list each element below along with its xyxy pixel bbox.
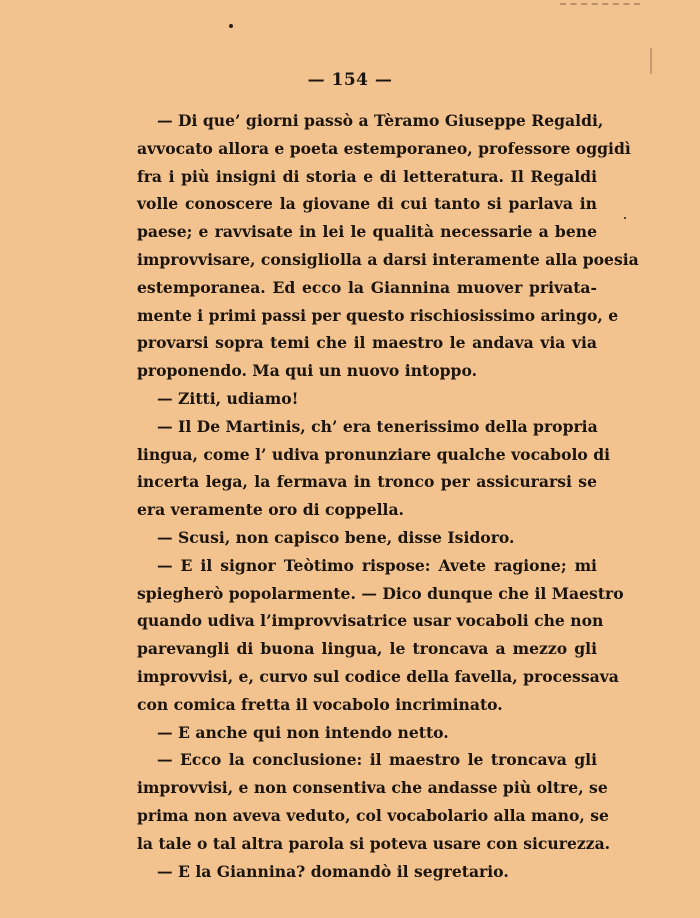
ink-speck (229, 24, 233, 28)
text-line: avvocato allora e poeta estemporaneo, professore oggidì (137, 138, 631, 158)
text-line: improvvisi, e non consentiva che andasse più oltre, se (137, 778, 608, 798)
text-line: — E il signor Teòtimo rispose: Avete ragione; mi (157, 555, 597, 575)
top-edge-mark (560, 3, 640, 5)
text-line: volle conoscere la giovane di cui tanto si parlava in (137, 194, 597, 214)
text-line: — Scusi, non capisco bene, disse Isidoro. (157, 527, 515, 547)
text-line: estemporanea. Ed ecco la Giannina muover privata- (137, 277, 597, 297)
text-line: fra i più insigni di storia e di letteratura. Il Regaldi (137, 166, 597, 186)
text-line: mente i primi passi per questo rischiosissimo aringo, e (137, 305, 619, 325)
text-line: parevangli di buona lingua, le troncava a mezzo gli (137, 639, 597, 659)
text-line: lingua, come l’ udiva pronunziare qualche vocabolo di (137, 444, 611, 464)
text-line: proponendo. Ma qui un nuovo intoppo. (137, 361, 477, 381)
body-text (137, 107, 639, 885)
text-line: — Il De Martinis, ch’ era tenerissimo della propria (157, 416, 598, 436)
text-line: con comica fretta il vocabolo incriminato. (137, 694, 503, 714)
text-line: — Ecco la conclusione: il maestro le troncava gli (157, 750, 597, 770)
ink-speck (624, 217, 626, 219)
text-line: era veramente oro di coppella. (137, 500, 404, 520)
text-line: la tale o tal altra parola si poteva usare con sicurezza. (137, 833, 611, 853)
text-line: — Zitti, udiamo! (157, 388, 299, 408)
text-line: quando udiva l’improvvisatrice usar vocaboli che non (137, 611, 604, 631)
text-line: provarsi sopra temi che il maestro le andava via via (137, 333, 597, 353)
text-line: prima non aveva veduto, col vocabolario alla mano, se (137, 805, 609, 825)
text-line: improvvisare, consigliolla a darsi interamente alla poesia (137, 249, 639, 269)
text-line: — Di que’ giorni passò a Tèramo Giuseppe Regaldi, (157, 111, 604, 130)
text-line: — E la Giannina? domandò il segretario. (157, 861, 509, 881)
text-line: spiegherò popolarmente. — Dico dunque che il Maestro (137, 583, 624, 603)
text-line: improvvisi, e, curvo sul codice della favella, processava (137, 666, 619, 686)
page-number: — 154 — (307, 70, 393, 90)
text-line: incerta lega, la fermava in tronco per assicurarsi se (137, 472, 597, 492)
text-line: — E anche qui non intendo netto. (157, 722, 449, 742)
text-line: paese; e ravvisate in lei le qualità necessarie a bene (137, 222, 597, 242)
